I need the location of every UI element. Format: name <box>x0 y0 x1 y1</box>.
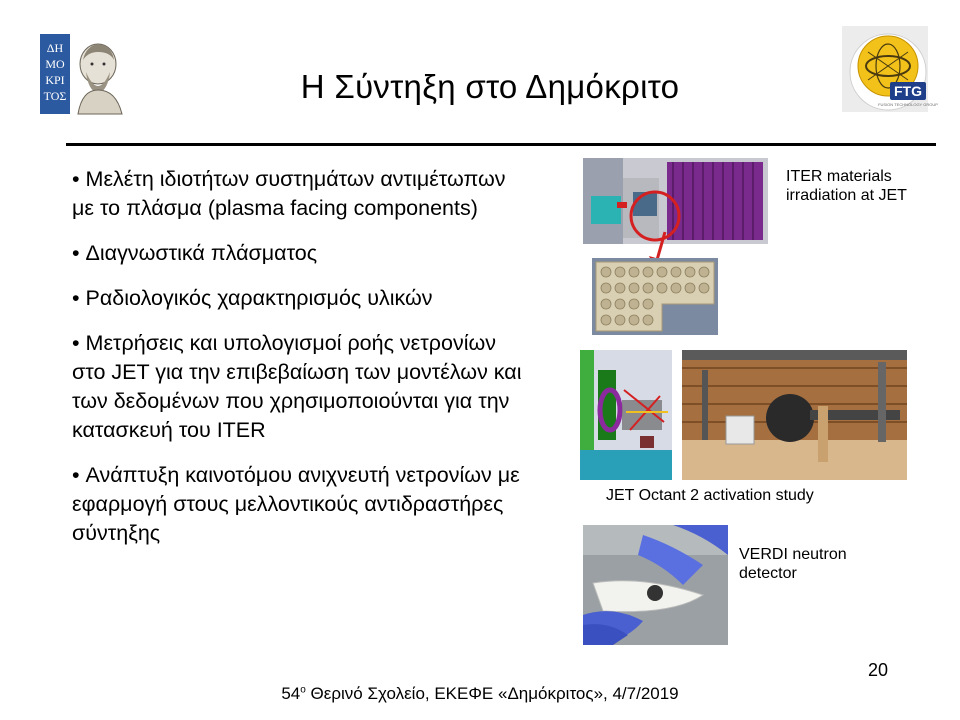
slide-footer: $54^o$ Θερινό Σχολείο, ΕΚΕΦΕ «Δημόκριτος», 4/7/2019 <box>281 684 679 703</box>
ftg-logo-subtext: FUSION TECHNOLOGY GROUP <box>878 102 938 107</box>
iter-caption: ITER materials irradiation at JET <box>786 168 907 204</box>
verdi-caption: VERDI neutron detector <box>739 546 847 582</box>
page-number: 20 <box>868 660 889 680</box>
title-divider <box>66 143 936 146</box>
ftg-logo-text: FTG <box>894 83 922 99</box>
bullet-item: • Μετρήσεις και υπολογισμοί ροής νετρονίων στο JET για την επιβεβαίωση των μοντέλων και των δεδομένων που χρησιμοποιούνται για την κατασκευή του ITER <box>72 331 522 442</box>
octant-cad-image <box>580 350 672 480</box>
iter-cad-image <box>583 158 768 244</box>
bullet-item: • Διαγνωστικά πλάσματος <box>72 241 318 265</box>
bullet-item: • Ραδιολογικός χαρακτηρισμός υλικών <box>72 286 433 310</box>
verdi-photo <box>583 525 728 645</box>
svg-text:ΜΟ: ΜΟ <box>45 57 65 71</box>
jet-caption: JET Octant 2 activation study <box>606 487 814 504</box>
svg-text:ΔΗ: ΔΗ <box>46 41 64 55</box>
bullet-item: • Ανάπτυξη καινοτόμου ανιχνευτή νετρονίων με εφαρμογή στους μελλοντικούς αντιδραστήρες σύντηξης <box>72 463 520 545</box>
slide-title: Η Σύντηξη στο Δημόκριτο <box>300 68 680 105</box>
demokritos-logo <box>38 30 128 118</box>
svg-text:ΤΟΣ: ΤΟΣ <box>43 89 67 103</box>
bullet-item: • Μελέτη ιδιοτήτων συστημάτων αντιμέτωπων με το πλάσμα (plasma facing components) <box>72 167 506 220</box>
ftg-logo <box>840 22 940 122</box>
bullet-list <box>72 165 522 564</box>
tiles-image <box>592 258 718 335</box>
lab-photo <box>682 350 907 480</box>
svg-text:ΚΡΙ: ΚΡΙ <box>45 73 65 87</box>
